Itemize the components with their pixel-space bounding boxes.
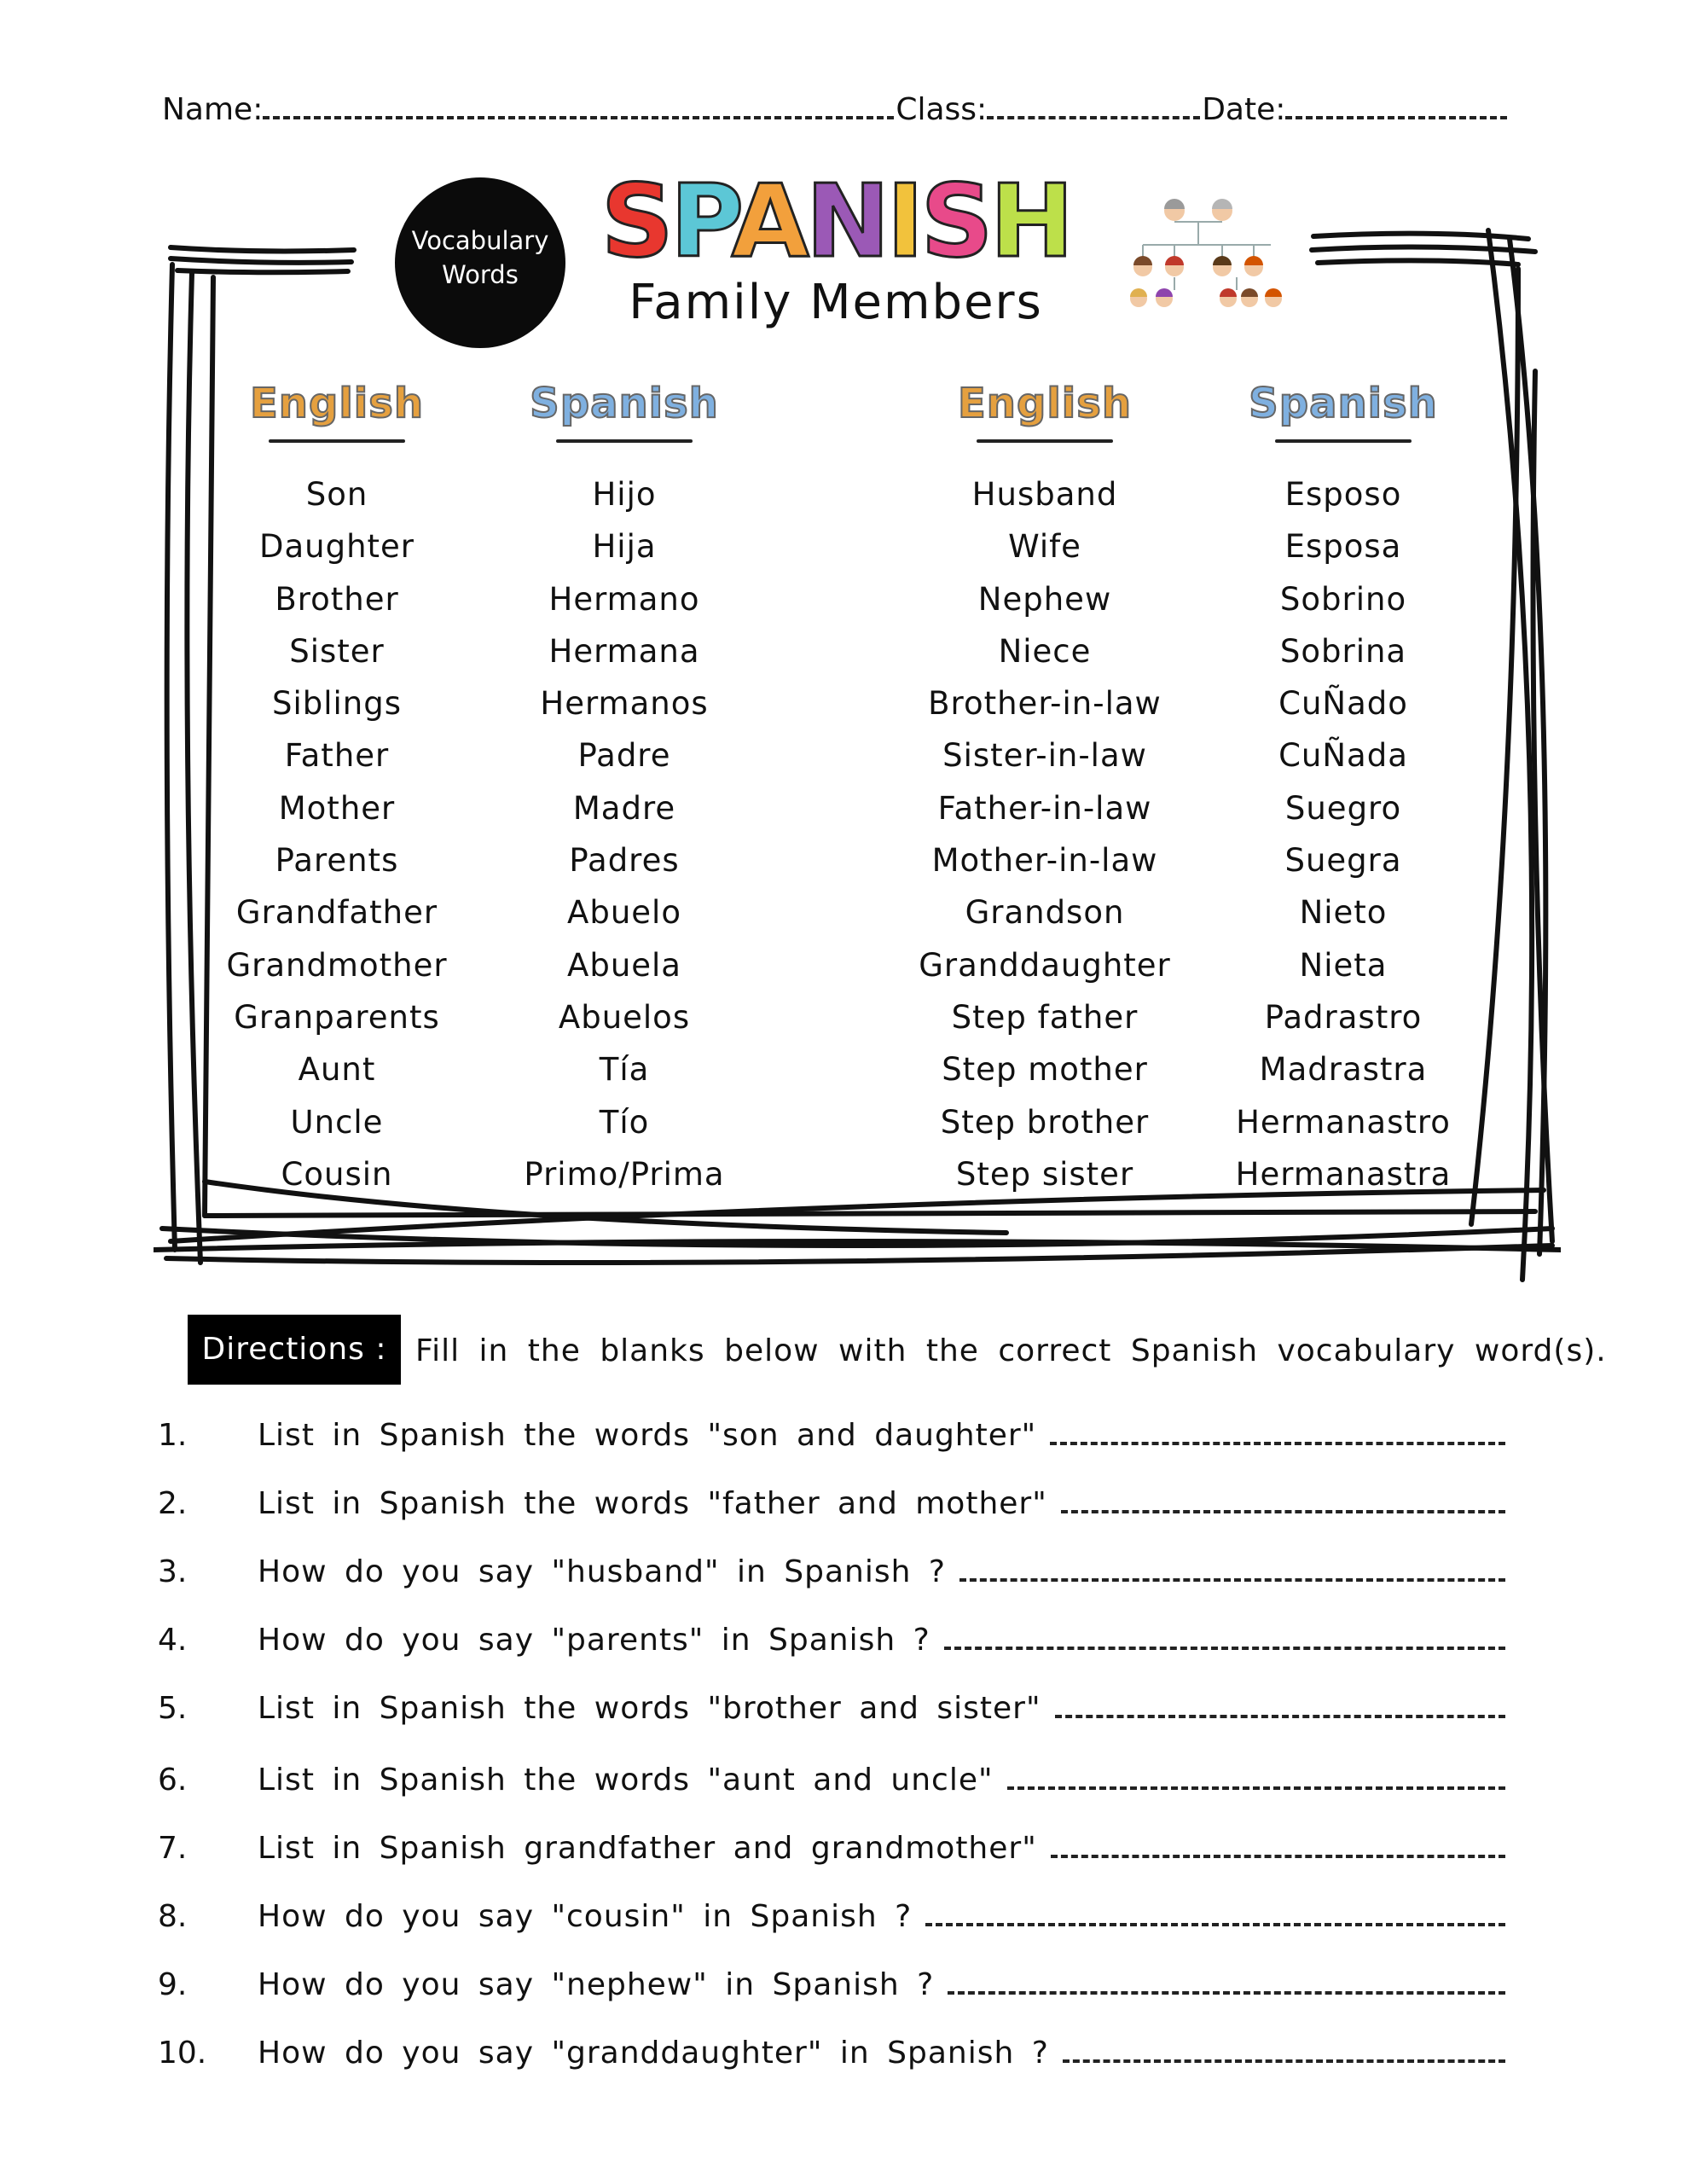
question-text: How do you say "granddaughter" in Spanish ? [258, 2036, 1049, 2071]
vocab-word: Padres [569, 842, 680, 880]
vocab-word: Primo/Prima [524, 1155, 725, 1193]
badge-line-2: Words [442, 260, 519, 289]
vocab-word: Cousin [281, 1155, 393, 1193]
vocab-word: Aunt [298, 1051, 376, 1089]
name-blank[interactable] [263, 92, 894, 119]
vocab-word: Grandmother [226, 946, 448, 984]
vocab-word: Niece [998, 632, 1092, 670]
answer-blank[interactable] [1055, 1694, 1505, 1718]
date-blank[interactable] [1285, 92, 1507, 119]
vocab-word: Hermanastra [1235, 1155, 1452, 1193]
vocab-word: Hijo [592, 476, 657, 513]
answer-blank[interactable] [1007, 1766, 1505, 1790]
question-text: List in Spanish the words "brother and sister" [258, 1691, 1041, 1726]
question-row [158, 1763, 1505, 1814]
answer-blank[interactable] [925, 1902, 1505, 1926]
directions-label: Directions : [188, 1315, 401, 1385]
vocab-word: Brother-in-law [928, 685, 1162, 723]
vocab-word: Suegra [1284, 842, 1402, 880]
title-letter: H [989, 162, 1071, 280]
vocab-word: Step brother [940, 1103, 1150, 1141]
question-number: 4. [158, 1623, 188, 1658]
vocab-word: Step mother [942, 1051, 1148, 1089]
question-text: List in Spanish the words "father and mother" [258, 1486, 1047, 1521]
question-text: List in Spanish the words "son and daughter" [258, 1418, 1037, 1453]
vocab-word: Sister [289, 632, 385, 670]
vocab-word: Step sister [955, 1155, 1134, 1193]
question-row [158, 1967, 1505, 2018]
name-label: Name: [162, 92, 264, 127]
question-text: List in Spanish the words "aunt and uncle" [258, 1763, 994, 1798]
question-number: 5. [158, 1691, 188, 1726]
english-word-list-1 [209, 468, 465, 1200]
vocab-word: CuÑado [1278, 685, 1408, 723]
vocab-word: Mother [278, 789, 396, 827]
vocab-word: Hermano [548, 580, 700, 618]
answer-blank[interactable] [1061, 1490, 1505, 1513]
vocab-word: Suegro [1284, 789, 1402, 827]
english-header-1: English [250, 380, 424, 427]
date-label: Date: [1202, 92, 1286, 127]
answer-blank[interactable] [944, 1626, 1505, 1650]
spanish-header-2: Spanish [1249, 380, 1438, 427]
vocab-word: Father [284, 737, 390, 775]
vocab-word: Nieta [1299, 946, 1388, 984]
vocab-word: Granddaughter [919, 946, 1171, 984]
question-row [158, 1418, 1505, 1469]
vocab-word: Abuela [567, 946, 681, 984]
vocab-word: Grandson [965, 894, 1125, 932]
question-text: How do you say "parents" in Spanish ? [258, 1623, 930, 1658]
spanish-column-2 [1215, 380, 1471, 1200]
english-word-list-2 [917, 468, 1173, 1200]
vocab-word: Wife [1008, 528, 1081, 566]
vocab-word: Sobrino [1279, 580, 1407, 618]
vocab-word: Nephew [977, 580, 1112, 618]
answer-blank[interactable] [1051, 1834, 1505, 1858]
vocab-word: Abuelo [567, 894, 681, 932]
english-column-1 [209, 380, 465, 1200]
vocab-word: Mother-in-law [931, 842, 1158, 880]
title-letter: S [600, 162, 670, 280]
vocab-word: Padre [577, 737, 671, 775]
header-underline [269, 439, 405, 443]
answer-blank[interactable] [959, 1558, 1505, 1582]
vocab-word: Esposa [1284, 528, 1402, 566]
page-subtitle: Family Members [629, 275, 1043, 330]
directions-text: Fill in the blanks below with the correct Spanish vocabulary word(s). [415, 1333, 1607, 1368]
vocab-word: Tío [599, 1103, 650, 1141]
answer-blank[interactable] [948, 1971, 1505, 1995]
vocab-word: Daughter [258, 528, 415, 566]
vocab-word: Nieto [1299, 894, 1388, 932]
header-underline [556, 439, 693, 443]
vocab-word: Step father [951, 998, 1139, 1036]
spanish-word-list-1 [496, 468, 752, 1200]
question-number: 8. [158, 1899, 188, 1934]
vocab-word: Esposo [1284, 476, 1402, 513]
vocab-word: Sobrina [1279, 632, 1407, 670]
title-letter: N [805, 162, 887, 280]
question-number: 3. [158, 1554, 188, 1589]
vocab-word: CuÑada [1278, 737, 1408, 775]
spanish-column-1 [496, 380, 752, 1200]
question-row [158, 2036, 1505, 2087]
question-row [158, 1623, 1505, 1674]
header-underline [1275, 439, 1412, 443]
title-letter: A [731, 162, 806, 280]
vocab-word: Tía [599, 1051, 650, 1089]
vocab-word: Parents [275, 842, 399, 880]
vocab-word: Hermanos [540, 685, 709, 723]
title-letter: S [920, 162, 990, 280]
question-number: 6. [158, 1763, 188, 1798]
class-label: Class: [896, 92, 988, 127]
title-letter: I [886, 162, 921, 280]
vocab-word: Grandfather [235, 894, 438, 932]
question-row [158, 1899, 1505, 1950]
answer-blank[interactable] [1063, 2039, 1505, 2063]
vocab-word: Hermanastro [1236, 1103, 1451, 1141]
question-text: How do you say "cousin" in Spanish ? [258, 1899, 913, 1934]
question-row [158, 1831, 1505, 1882]
question-number: 7. [158, 1831, 188, 1866]
question-text: List in Spanish grandfather and grandmother" [258, 1831, 1037, 1866]
question-text: How do you say "husband" in Spanish ? [258, 1554, 946, 1589]
question-text: How do you say "nephew" in Spanish ? [258, 1967, 935, 2002]
class-blank[interactable] [987, 92, 1200, 119]
header-underline [977, 439, 1113, 443]
vocab-word: Hija [592, 528, 657, 566]
vocab-word: Padrastro [1264, 998, 1423, 1036]
vocab-word: Abuelos [558, 998, 691, 1036]
title-letter: P [670, 162, 732, 280]
question-number: 10. [158, 2036, 207, 2071]
question-row [158, 1554, 1505, 1606]
spanish-header-1: Spanish [530, 380, 719, 427]
question-number: 1. [158, 1418, 188, 1453]
english-header-2: English [958, 380, 1132, 427]
vocab-word: Husband [971, 476, 1118, 513]
question-row [158, 1691, 1505, 1742]
badge-line-1: Vocabulary [411, 226, 549, 255]
vocab-word: Granparents [234, 998, 440, 1036]
vocab-word: Uncle [290, 1103, 384, 1141]
vocab-word: Siblings [271, 685, 403, 723]
vocab-word: Sister-in-law [942, 737, 1147, 775]
question-number: 9. [158, 1967, 188, 2002]
vocab-word: Hermana [548, 632, 700, 670]
question-row [158, 1486, 1505, 1537]
vocab-word: Madrastra [1259, 1051, 1428, 1089]
question-number: 2. [158, 1486, 188, 1521]
vocab-word: Father-in-law [937, 789, 1152, 827]
english-column-2 [917, 380, 1173, 1200]
vocab-word: Son [305, 476, 368, 513]
vocab-word: Madre [572, 789, 676, 827]
vocab-word: Brother [275, 580, 399, 618]
spanish-word-list-2 [1215, 468, 1471, 1200]
answer-blank[interactable] [1050, 1421, 1505, 1445]
header-fields [162, 92, 1527, 135]
